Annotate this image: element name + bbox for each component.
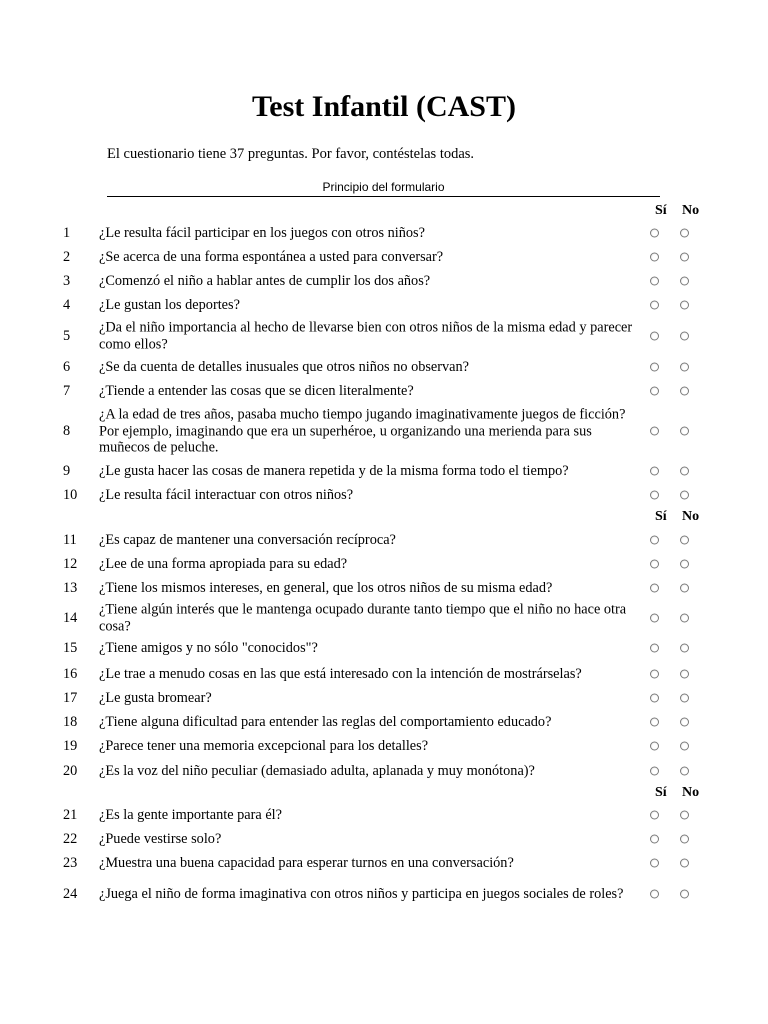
radio-no[interactable] [680, 229, 689, 238]
question-text: ¿Le gusta hacer las cosas de manera repetida y de la misma forma todo el tiempo? [99, 462, 569, 479]
question-text: ¿Se acerca de una forma espontánea a usted para conversar? [99, 248, 444, 265]
question-row [0, 664, 768, 684]
question-row [0, 247, 768, 267]
question-text: ¿Se da cuenta de detalles inusuales que otros niños no observan? [99, 358, 470, 375]
question-text: ¿Es la gente importante para él? [99, 806, 282, 823]
radio-no[interactable] [680, 387, 689, 396]
question-number: 24 [63, 885, 78, 902]
answer-header [640, 785, 720, 803]
header-si: Sí [655, 203, 667, 218]
radio-si[interactable] [650, 644, 659, 653]
question-text: ¿Tiene amigos y no sólo "conocidos"? [99, 639, 318, 656]
header-si: Sí [655, 509, 667, 524]
question-text: ¿Le gustan los deportes? [99, 296, 240, 313]
form-begin-label: Principio del formulario [107, 180, 660, 197]
question-row [0, 578, 768, 598]
question-text: ¿Le trae a menudo cosas en las que está interesado con la intención de mostrárselas? [99, 665, 582, 682]
radio-si[interactable] [650, 670, 659, 679]
radio-si[interactable] [650, 491, 659, 500]
radio-no[interactable] [680, 614, 689, 623]
question-text: ¿Es capaz de mantener una conversación recíproca? [99, 531, 396, 548]
question-text: ¿Tiende a entender las cosas que se dicen literalmente? [99, 382, 414, 399]
question-row [0, 381, 768, 401]
answer-header [640, 509, 720, 527]
question-row [0, 404, 768, 458]
question-row [0, 271, 768, 291]
question-text: ¿Tiene los mismos intereses, en general, que los otros niños de su misma edad? [99, 579, 553, 596]
question-row [0, 295, 768, 315]
question-text: ¿Parece tener una memoria excepcional para los detalles? [99, 737, 429, 754]
question-text: ¿Tiene alguna dificultad para entender las reglas del comportamiento educado? [99, 713, 552, 730]
question-text: ¿Le gusta bromear? [99, 689, 212, 706]
question-row [0, 223, 768, 243]
question-row [0, 875, 768, 913]
header-no: No [682, 203, 700, 218]
question-text: ¿Puede vestirse solo? [99, 830, 222, 847]
radio-no[interactable] [680, 427, 689, 436]
question-row [0, 485, 768, 505]
page-title: Test Infantil (CAST) [252, 90, 516, 123]
radio-si[interactable] [650, 584, 659, 593]
question-row [0, 853, 768, 873]
radio-si[interactable] [650, 363, 659, 372]
question-row [0, 317, 768, 355]
question-row [0, 829, 768, 849]
radio-si[interactable] [650, 560, 659, 569]
question-row [0, 712, 768, 732]
question-row [0, 638, 768, 658]
radio-si[interactable] [650, 467, 659, 476]
radio-no[interactable] [680, 536, 689, 545]
question-number: 13 [63, 579, 78, 596]
question-text: ¿Lee de una forma apropiada para su edad? [99, 555, 348, 572]
radio-si[interactable] [650, 387, 659, 396]
question-text: ¿Tiene algún interés que le mantenga ocupado durante tanto tiempo que el niño no hace otra cosa? [99, 601, 627, 634]
question-number: 20 [63, 762, 78, 779]
question-number: 22 [63, 830, 78, 847]
question-number: 3 [63, 272, 71, 289]
question-number: 6 [63, 358, 71, 375]
question-row [0, 600, 768, 636]
question-number: 14 [63, 609, 78, 626]
question-text: ¿Le resulta fácil interactuar con otros niños? [99, 486, 354, 503]
question-number: 5 [63, 327, 71, 344]
radio-no[interactable] [680, 670, 689, 679]
radio-si[interactable] [650, 835, 659, 844]
question-number: 17 [63, 689, 78, 706]
radio-no[interactable] [680, 363, 689, 372]
question-text: ¿Juega el niño de forma imaginativa con otros niños y participa en juegos sociales de roles? [99, 885, 624, 902]
radio-si[interactable] [650, 427, 659, 436]
radio-si[interactable] [650, 277, 659, 286]
radio-si[interactable] [650, 614, 659, 623]
question-text: ¿Le resulta fácil participar en los juegos con otros niños? [99, 224, 425, 241]
radio-si[interactable] [650, 253, 659, 262]
radio-no[interactable] [680, 767, 689, 776]
question-number: 12 [63, 555, 78, 572]
question-number: 4 [63, 296, 71, 313]
question-row [0, 554, 768, 574]
question-number: 15 [63, 639, 78, 656]
radio-no[interactable] [680, 835, 689, 844]
radio-no[interactable] [680, 277, 689, 286]
answer-header [640, 203, 720, 221]
radio-si[interactable] [650, 890, 659, 899]
radio-si[interactable] [650, 859, 659, 868]
question-row [0, 530, 768, 550]
radio-no[interactable] [680, 694, 689, 703]
radio-no[interactable] [680, 332, 689, 341]
question-number: 11 [63, 531, 77, 548]
question-row [0, 357, 768, 377]
radio-si[interactable] [650, 718, 659, 727]
question-number: 7 [63, 382, 71, 399]
radio-si[interactable] [650, 767, 659, 776]
question-number: 21 [63, 806, 78, 823]
radio-si[interactable] [650, 742, 659, 751]
header-si: Sí [655, 785, 667, 800]
radio-no[interactable] [680, 811, 689, 820]
question-number: 10 [63, 486, 78, 503]
radio-si[interactable] [650, 536, 659, 545]
question-number: 1 [63, 224, 71, 241]
header-no: No [682, 509, 700, 524]
question-text: ¿Es la voz del niño peculiar (demasiado adulta, aplanada y muy monótona)? [99, 762, 535, 779]
question-row [0, 688, 768, 708]
radio-no[interactable] [680, 890, 689, 899]
radio-no[interactable] [680, 584, 689, 593]
question-number: 9 [63, 462, 71, 479]
radio-no[interactable] [680, 718, 689, 727]
radio-no[interactable] [680, 742, 689, 751]
question-number: 23 [63, 854, 78, 871]
question-number: 18 [63, 713, 78, 730]
question-number: 16 [63, 665, 78, 682]
radio-si[interactable] [650, 229, 659, 238]
radio-si[interactable] [650, 332, 659, 341]
question-number: 19 [63, 737, 78, 754]
question-text: ¿A la edad de tres años, pasaba mucho tiempo jugando imaginativamente juegos de ficción? Por ejemplo, imaginando que era un superhéroe, u organizando una merienda para sus muñecos de peluche. [99, 406, 626, 456]
radio-no[interactable] [680, 491, 689, 500]
radio-no[interactable] [680, 301, 689, 310]
radio-si[interactable] [650, 811, 659, 820]
question-number: 8 [63, 422, 71, 439]
radio-no[interactable] [680, 467, 689, 476]
radio-no[interactable] [680, 859, 689, 868]
question-text: ¿Muestra una buena capacidad para esperar turnos en una conversación? [99, 854, 514, 871]
radio-si[interactable] [650, 694, 659, 703]
question-text: ¿Comenzó el niño a hablar antes de cumplir los dos años? [99, 272, 431, 289]
question-text: ¿Da el niño importancia al hecho de llevarse bien con otros niños de la misma edad y parecer como ellos? [99, 319, 633, 352]
radio-no[interactable] [680, 560, 689, 569]
radio-si[interactable] [650, 301, 659, 310]
question-row [0, 761, 768, 781]
header-no: No [682, 785, 700, 800]
question-row [0, 805, 768, 825]
intro-text: El cuestionario tiene 37 preguntas. Por favor, contéstelas todas. [107, 146, 475, 162]
radio-no[interactable] [680, 253, 689, 262]
question-number: 2 [63, 248, 71, 265]
question-row [0, 736, 768, 756]
question-row [0, 461, 768, 481]
radio-no[interactable] [680, 644, 689, 653]
